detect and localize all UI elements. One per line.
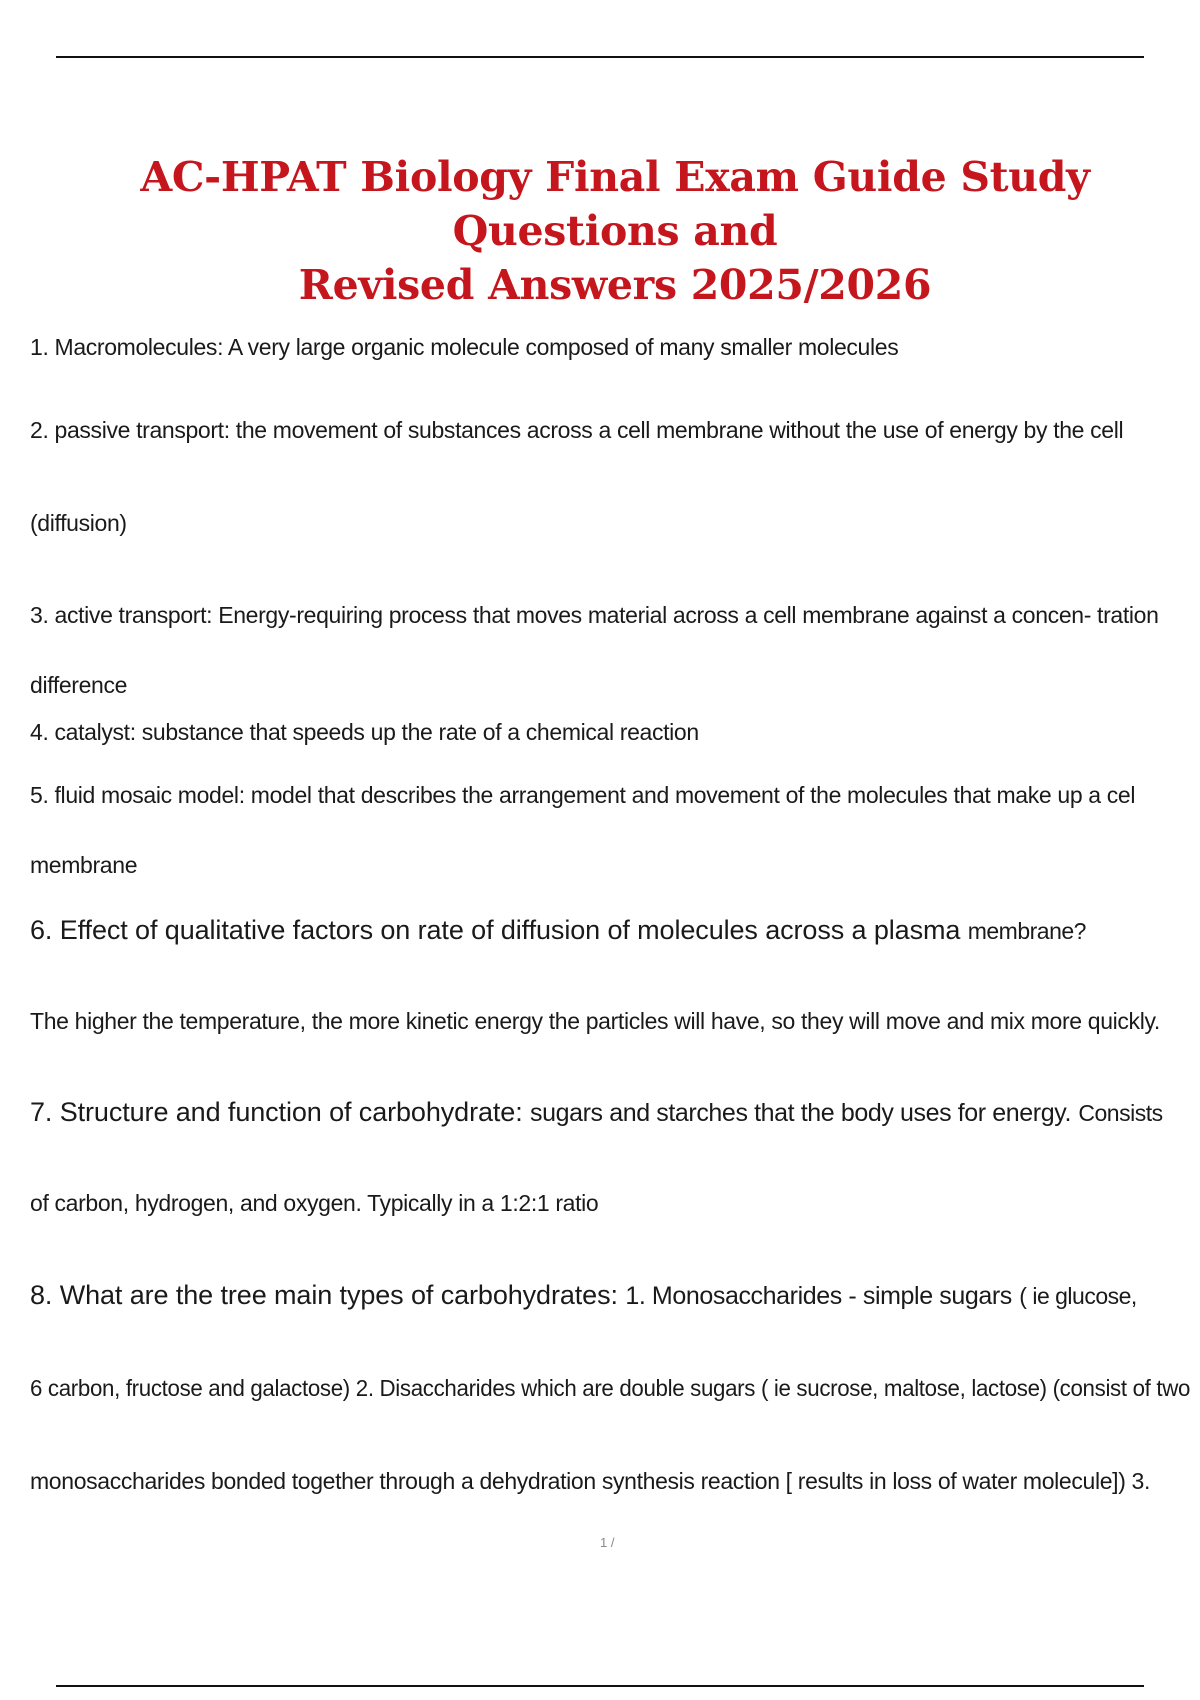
- item-2-line-1: 2. passive transport: the movement of substances across a cell membrane without the use of energy by the cell: [30, 417, 1124, 443]
- item-8-line-2: 6 carbon, fructose and galactose) 2. Disaccharides which are double sugars ( ie sucrose, maltose, lactose) (consist of two: [30, 1375, 1191, 1401]
- item-8-answer-start: 1. Monosaccharides - simple sugars: [625, 1282, 1012, 1310]
- title-line-1: AC-HPAT Biology Final Exam Guide Study Questions and: [140, 153, 1090, 255]
- bottom-rule: [56, 1685, 1144, 1687]
- item-6-heading-tail: membrane?: [967, 918, 1086, 944]
- item-7-line-2: of carbon, hydrogen, and oxygen. Typically in a 1:2:1 ratio: [30, 1190, 599, 1216]
- item-7-line-1: [30, 1097, 1163, 1128]
- item-1-line-1: 1. Macromolecules: A very large organic molecule composed of many smaller molecules: [30, 334, 899, 360]
- item-8-heading: 8. What are the tree main types of carbohydrates:: [30, 1280, 618, 1310]
- item-6-line-2: The higher the temperature, the more kinetic energy the particles will have, so they will move and mix more quickly.: [30, 1008, 1160, 1034]
- item-6-line-1: [30, 915, 1086, 946]
- item-4-line-1: 4. catalyst: substance that speeds up the rate of a chemical reaction: [30, 719, 699, 745]
- item-5-line-1: 5. fluid mosaic model: model that describes the arrangement and movement of the molecules that make up a cel: [30, 782, 1136, 808]
- item-3-line-1: 3. active transport: Energy-requiring process that moves material across a cell membrane against a concen- tration: [30, 602, 1159, 628]
- item-2-line-2: (diffusion): [30, 510, 127, 536]
- document-title: [30, 150, 1200, 312]
- item-8-answer-tail: ( ie glucose,: [1019, 1283, 1137, 1309]
- title-line-2: Revised Answers 2025/2026: [298, 261, 932, 309]
- item-7-heading: 7. Structure and function of carbohydrate:: [30, 1097, 523, 1127]
- item-6-heading: 6. Effect of qualitative factors on rate of diffusion of molecules across a plasma: [30, 915, 961, 945]
- item-7-answer-tail: Consists: [1078, 1100, 1163, 1126]
- item-8-line-3: monosaccharides bonded together through a dehydration synthesis reaction [ results in loss of water molecule]) 3.: [30, 1468, 1151, 1494]
- item-3-line-2: difference: [30, 672, 128, 698]
- item-8-line-1: [30, 1280, 1137, 1311]
- item-5-line-2: membrane: [30, 852, 138, 878]
- top-rule: [56, 56, 1144, 58]
- page-number: 1 /: [600, 1535, 615, 1550]
- item-7-answer-start: sugars and starches that the body uses for energy.: [530, 1099, 1071, 1127]
